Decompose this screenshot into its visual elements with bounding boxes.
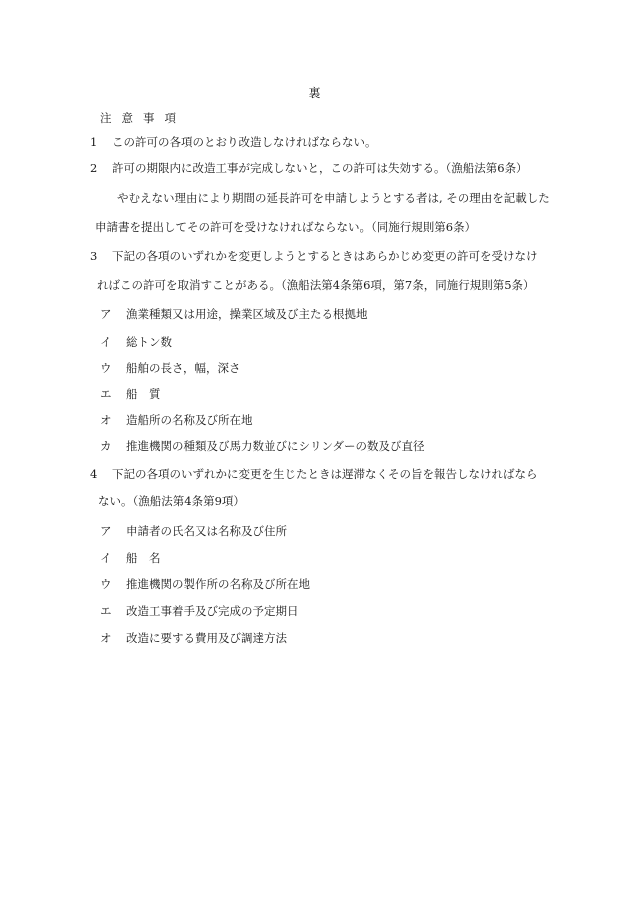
item-2 xyxy=(90,160,528,176)
item-number: 1 xyxy=(90,135,98,149)
item-text: 許可の期限内に改造工事が完成しないと，この許可は失効する。（漁船法第6条） xyxy=(112,161,528,175)
item-number: 3 xyxy=(90,249,98,263)
sub-text: 漁業種類又は用途，操業区域及び主たる根拠地 xyxy=(126,307,368,321)
item-4-continuation: ない。（漁船法第4条第9項） xyxy=(98,494,245,508)
item-3-sub-e xyxy=(100,386,161,402)
item-4-sub-o xyxy=(100,630,287,646)
sub-text: 推進機関の種類及び馬力数並びにシリンダーの数及び直径 xyxy=(126,439,425,453)
sub-text: 改造に要する費用及び調達方法 xyxy=(126,631,287,645)
notes-heading: 注意事項 xyxy=(100,111,186,125)
sub-mark: オ xyxy=(100,631,112,645)
item-4-sub-a xyxy=(100,523,287,539)
sub-mark: イ xyxy=(100,335,112,349)
item-3-sub-u xyxy=(100,360,241,376)
item-4-sub-i xyxy=(100,550,161,566)
sub-text: 推進機関の製作所の名称及び所在地 xyxy=(126,577,310,591)
sub-text: 総トン数 xyxy=(126,335,172,349)
sub-text: 船舶の長さ，幅，深さ xyxy=(126,361,241,375)
sub-mark: ア xyxy=(100,307,112,321)
page-title: 裏 xyxy=(308,86,322,100)
item-3-sub-i xyxy=(100,334,172,350)
item-2-continuation-1: やむえない理由により期間の延長許可を申請しようとする者は, その理由を記載した xyxy=(117,191,550,205)
sub-mark: ア xyxy=(100,524,112,538)
sub-mark: ウ xyxy=(100,361,112,375)
item-3-continuation: ればこの許可を取消すことがある。（漁船法第4条第6項，第7条，同施行規則第5条） xyxy=(97,278,535,292)
item-3 xyxy=(90,248,538,264)
item-3-sub-o xyxy=(100,412,253,428)
item-number: 4 xyxy=(90,467,98,481)
item-number: 2 xyxy=(90,161,98,175)
sub-mark: エ xyxy=(100,604,112,618)
item-4 xyxy=(90,466,538,482)
sub-text: 船 質 xyxy=(126,387,161,401)
sub-mark: オ xyxy=(100,413,112,427)
item-1 xyxy=(90,134,377,150)
item-4-sub-e xyxy=(100,603,299,619)
item-text: 下記の各項のいずれかに変更を生じたときは遅滞なくその旨を報告しなければなら xyxy=(112,467,538,481)
sub-text: 造船所の名称及び所在地 xyxy=(126,413,253,427)
item-4-sub-u xyxy=(100,576,310,592)
sub-text: 船 名 xyxy=(126,551,161,565)
item-text: この許可の各項のとおり改造しなければならない。 xyxy=(112,135,377,149)
item-3-sub-a xyxy=(100,306,368,322)
sub-text: 改造工事着手及び完成の予定期日 xyxy=(126,604,299,618)
sub-text: 申請者の氏名又は名称及び住所 xyxy=(126,524,287,538)
item-2-continuation-2: 申請書を提出してその許可を受けなければならない。（同施行規則第6条） xyxy=(95,220,477,234)
sub-mark: イ xyxy=(100,551,112,565)
sub-mark: ウ xyxy=(100,577,112,591)
sub-mark: カ xyxy=(100,439,112,453)
sub-mark: エ xyxy=(100,387,112,401)
item-text: 下記の各項のいずれかを変更しようとするときはあらかじめ変更の許可を受けなけ xyxy=(112,249,538,263)
item-3-sub-ka xyxy=(100,438,425,454)
